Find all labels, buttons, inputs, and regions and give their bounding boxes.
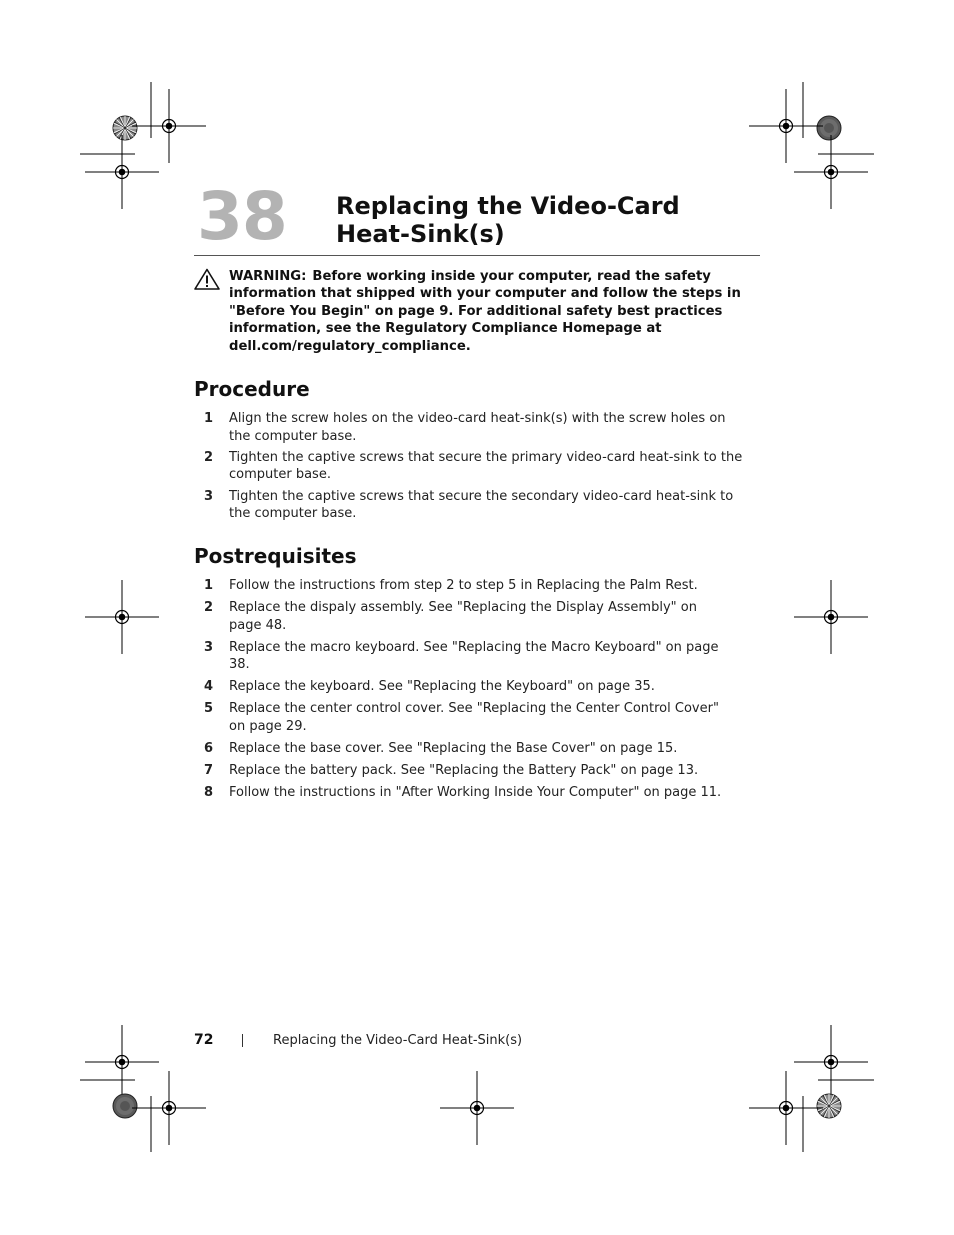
chapter-title: Replacing the Video-Card Heat-Sink(s) [336, 192, 680, 248]
step-text: Replace the base cover. See "Replacing the Base Cover" on page 15. [229, 740, 678, 756]
step-text: Follow the instructions in "After Working Inside Your Computer" on page 11. [229, 784, 722, 800]
warning-triangle-icon [194, 268, 220, 290]
title-divider [194, 255, 760, 256]
step-number: 1 [204, 578, 214, 593]
step-number: 3 [204, 639, 214, 655]
list-item [194, 784, 729, 802]
step-text: Replace the center control cover. See "Replacing the Center Control Cover" on page 29. [229, 701, 719, 734]
list-item [194, 740, 729, 758]
warning-text [229, 268, 754, 355]
list-item [194, 700, 729, 735]
list-item [194, 449, 744, 484]
chapter-number: 38 [197, 178, 287, 255]
postrequisites-heading: Postrequisites [194, 544, 357, 568]
step-text: Replace the keyboard. See "Replacing the Keyboard" on page 35. [229, 679, 655, 695]
procedure-heading: Procedure [194, 377, 310, 401]
step-number: 8 [204, 784, 214, 800]
warning-notice [194, 268, 754, 355]
step-number: 5 [204, 701, 214, 717]
step-number: 2 [204, 599, 214, 615]
procedure-list [194, 410, 754, 526]
step-text: Replace the battery pack. See "Replacing the Battery Pack" on page 13. [229, 762, 699, 778]
step-number: 4 [204, 679, 214, 695]
step-number: 6 [204, 740, 214, 756]
list-item [194, 577, 729, 595]
postrequisites-list [194, 577, 754, 806]
list-item [194, 599, 729, 634]
warning-body: Before working inside your computer, read the safety information that shipped with your computer and follow the steps in "Before You Begin" on page 9. For additional safety best practices information, see the Regulatory Compliance Homepage at dell.com/regulatory_compliance. [229, 269, 741, 354]
list-item [194, 488, 744, 523]
warning-label: WARNING: [229, 269, 307, 284]
page-number: 72 [194, 1032, 214, 1048]
step-text: Replace the macro keyboard. See "Replacing the Macro Keyboard" on page 38. [229, 639, 719, 673]
step-text: Replace the dispaly assembly. See "Replacing the Display Assembly" on page 48. [229, 599, 697, 633]
step-number: 1 [204, 411, 214, 426]
running-title: Replacing the Video-Card Heat-Sink(s) [273, 1033, 523, 1048]
step-text: Tighten the captive screws that secure the secondary video-card heat-sink to the computer base. [229, 488, 734, 522]
list-item [194, 762, 729, 780]
step-number: 2 [204, 449, 214, 465]
list-item [194, 410, 744, 445]
list-item [194, 639, 729, 674]
step-number: 7 [204, 762, 214, 778]
list-item [194, 678, 729, 696]
step-text: Align the screw holes on the video-card heat-sink(s) with the screw holes on the computer base. [229, 411, 726, 444]
step-text: Tighten the captive screws that secure the primary video-card heat-sink to the computer base. [229, 449, 743, 483]
step-number: 3 [204, 488, 214, 504]
step-text: Follow the instructions from step 2 to step 5 in Replacing the Palm Rest. [229, 578, 698, 593]
footer-separator [242, 1034, 243, 1047]
